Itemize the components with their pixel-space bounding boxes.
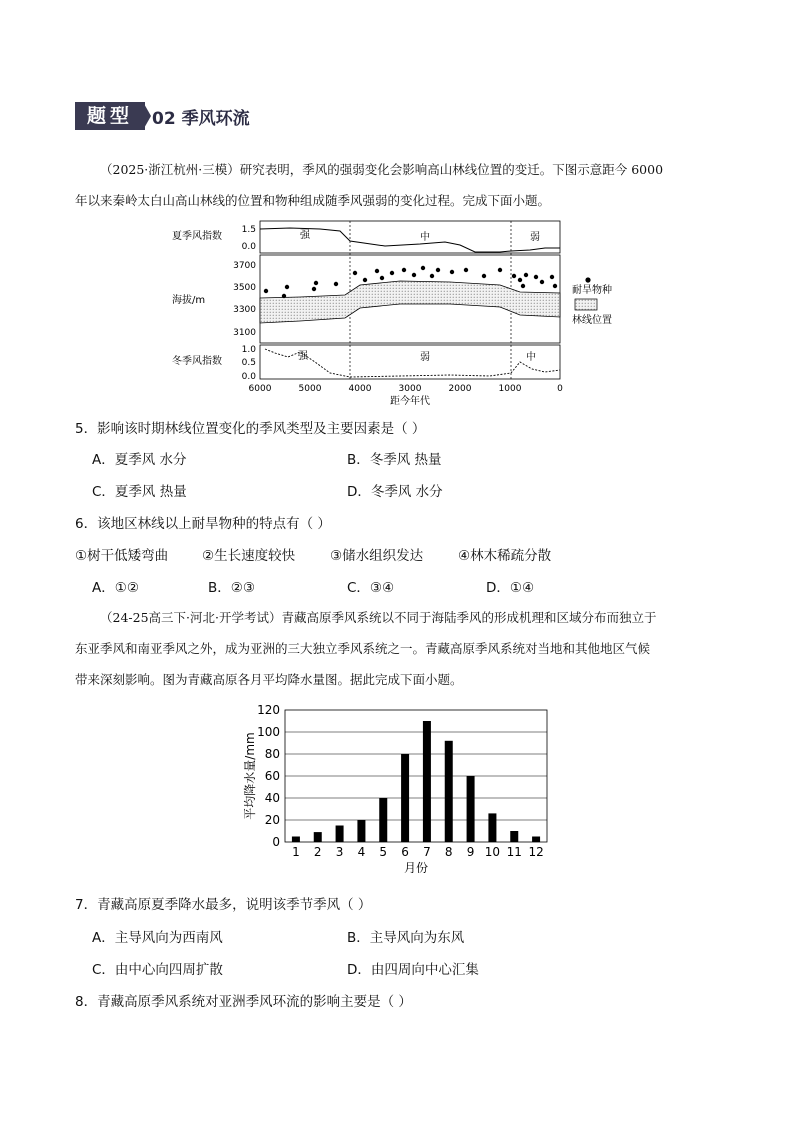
x-tick-label: 6 [401, 845, 409, 859]
q7-option-b[interactable]: B．主导风向为东风 [347, 930, 465, 946]
q7-option-c[interactable]: C．由中心向四周扩散 [92, 962, 223, 978]
x-axis-label: 月份 [403, 861, 429, 875]
q6-statement-4: ④林木稀疏分散 [458, 548, 552, 564]
summer-phase-3: 弱 [530, 232, 540, 243]
legend-treeline-swatch [575, 299, 597, 310]
winter-phase-1: 强 [298, 351, 308, 362]
summer-axis-label: 夏季风指数 [172, 231, 222, 242]
q7-option-a[interactable]: A．主导风向为西南风 [92, 930, 223, 946]
question-5-stem: 5．影响该时期林线位置变化的季风类型及主要因素是（ ） [75, 421, 426, 437]
x-tick-label: 5 [379, 845, 388, 859]
altitude-axis-label: 海拔/m [172, 295, 206, 306]
treeline-figure [170, 215, 630, 410]
x-tick-1000: 1000 [498, 384, 522, 394]
q6-statement-1: ①树干低矮弯曲 [75, 548, 169, 564]
summer-phase-2: 中 [420, 232, 430, 243]
passage-1-line-2: 年以来秦岭太白山高山林线的位置和物种组成随季风强弱的变化过程。完成下面小题。 [75, 193, 551, 208]
section-badge: 题型 [75, 102, 145, 130]
q6-option-c[interactable]: C．③④ [347, 580, 395, 596]
x-tick-labels [292, 845, 544, 859]
x-tick-label: 10 [484, 845, 501, 859]
summer-tick-0: 0.0 [241, 242, 256, 252]
winter-tick-1: 1.0 [241, 345, 256, 355]
y-tick-label: 40 [264, 791, 280, 805]
legend-species-dot [585, 277, 590, 282]
bars [292, 721, 540, 842]
x-tick-5000: 5000 [298, 384, 322, 394]
winter-phase-2: 弱 [420, 352, 430, 363]
bar-month-5 [379, 798, 387, 842]
y-tick-label: 100 [257, 725, 280, 739]
q6-option-b[interactable]: B．②③ [208, 580, 255, 596]
y-tick-label: 0 [272, 835, 280, 849]
bar-month-12 [532, 837, 540, 843]
bar-month-2 [314, 832, 322, 842]
bar-month-8 [445, 741, 453, 842]
altitude-tick-3100: 3100 [233, 328, 256, 338]
winter-axis-label: 冬季风指数 [172, 356, 222, 367]
bar-month-4 [357, 820, 365, 842]
question-8-stem: 8．青藏高原季风系统对亚洲季风环流的影响主要是（ ） [75, 994, 412, 1010]
y-axis-label: 平均降水量/mm [243, 732, 257, 820]
legend-species-label: 耐旱物种 [572, 285, 612, 296]
altitude-tick-3700: 3700 [233, 261, 256, 271]
winter-tick-0: 0.0 [241, 372, 256, 382]
passage-2-line-1: （24-25高三下·河北·开学考试）青藏高原季风系统以不同于海陆季风的形成机理和区域分布而独立于 [100, 610, 657, 625]
grid-lines [285, 732, 547, 820]
q6-statement-2: ②生长速度较快 [202, 548, 296, 564]
passage-2 [75, 602, 725, 695]
badge-notch [143, 102, 151, 130]
q7-option-d[interactable]: D．由四周向中心汇集 [347, 962, 479, 978]
y-tick-labels [257, 703, 280, 849]
altitude-tick-3500: 3500 [233, 283, 256, 293]
q6-option-a[interactable]: A．①② [92, 580, 139, 596]
question-7-stem: 7．青藏高原夏季降水最多，说明该季节季风（ ） [75, 897, 372, 913]
passage-1 [75, 154, 725, 216]
bar-month-3 [336, 826, 344, 843]
bar-month-7 [423, 721, 431, 842]
x-tick-3000: 3000 [398, 384, 422, 394]
x-tick-label: 3 [335, 845, 344, 859]
summer-phase-1: 强 [300, 230, 310, 241]
x-tick-label: 1 [292, 845, 300, 859]
x-tick-label: 12 [528, 845, 544, 859]
x-tick-4000: 4000 [348, 384, 372, 394]
y-tick-label: 120 [257, 703, 280, 717]
x-tick-label: 11 [506, 845, 522, 859]
legend-treeline-label: 林线位置 [572, 315, 612, 326]
x-tick-label: 4 [357, 845, 366, 859]
q5-option-c[interactable]: C．夏季风 热量 [92, 484, 187, 500]
winter-tick-05: 0.5 [241, 358, 256, 368]
bar-month-1 [292, 837, 300, 843]
y-tick-label: 80 [264, 747, 280, 761]
bar-month-6 [401, 754, 409, 842]
bar-month-11 [510, 831, 518, 842]
bar-month-10 [488, 813, 496, 842]
x-tick-label: 7 [423, 845, 431, 859]
x-axis-label: 距今年代 [390, 396, 430, 407]
q5-option-d[interactable]: D．冬季风 水分 [347, 484, 443, 500]
passage-2-line-3: 带来深刻影响。图为青藏高原各月平均降水量图。据此完成下面小题。 [75, 672, 463, 687]
section-title [152, 104, 250, 129]
q6-option-d[interactable]: D．①④ [486, 580, 535, 596]
treeline-band [260, 281, 560, 323]
x-tick-label: 2 [313, 845, 322, 859]
precipitation-chart [240, 702, 560, 877]
section-number: 02 [152, 109, 176, 129]
y-tick-label: 60 [264, 769, 280, 783]
x-tick-label: 8 [444, 845, 453, 859]
q5-option-b[interactable]: B．冬季风 热量 [347, 452, 442, 468]
q6-statement-3: ③储水组织发达 [330, 548, 424, 564]
q5-option-a[interactable]: A．夏季风 水分 [92, 452, 187, 468]
passage-2-line-2: 东亚季风和南亚季风之外，成为亚洲的三大独立季风系统之一。青藏高原季风系统对当地和其他地区气候 [75, 641, 651, 656]
question-6-stem: 6．该地区林线以上耐旱物种的特点有（ ） [75, 516, 331, 532]
summer-tick-1: 1.5 [241, 225, 256, 235]
bar-month-9 [467, 776, 475, 842]
altitude-tick-3300: 3300 [233, 305, 256, 315]
x-tick-6000: 6000 [248, 384, 272, 394]
section-title-text: 季风环流 [181, 109, 250, 129]
y-tick-label: 20 [264, 813, 280, 827]
winter-phase-3: 中 [526, 352, 536, 363]
winter-index-line [265, 349, 560, 377]
passage-1-line-1: （2025·浙江杭州·三模）研究表明，季风的强弱变化会影响高山林线位置的变迁。下图示意距今 6000 [100, 162, 664, 177]
x-tick-2000: 2000 [448, 384, 472, 394]
x-tick-label: 9 [466, 845, 475, 859]
x-tick-0: 0 [557, 384, 563, 394]
